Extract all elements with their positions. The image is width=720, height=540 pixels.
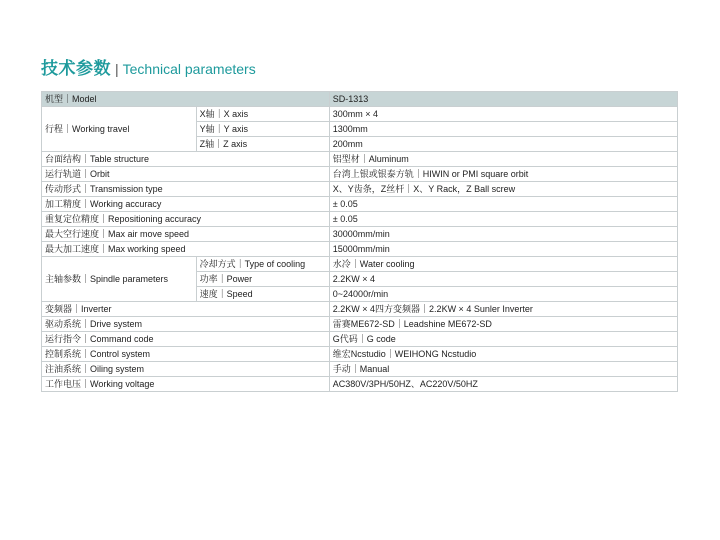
model-value: SD-1313: [329, 92, 677, 107]
param-value: 铝型材｜Aluminum: [329, 152, 677, 167]
table-row: [42, 317, 678, 332]
axis-label: Y轴｜Y axis: [196, 122, 329, 137]
axis-value: 300mm × 4: [329, 107, 677, 122]
param-value: 2.2KW × 4四方变频器｜2.2KW × 4 Sunler Inverter: [329, 302, 677, 317]
spindle-item-value: 2.2KW × 4: [329, 272, 677, 287]
param-value: AC380V/3PH/50HZ、AC220V/50HZ: [329, 377, 677, 392]
table-row: [42, 107, 678, 122]
table-row: [42, 182, 678, 197]
param-label: 重复定位精度｜Repositioning accuracy: [42, 212, 330, 227]
table-row: [42, 362, 678, 377]
spindle-item-value: 0~24000r/min: [329, 287, 677, 302]
table-row: [42, 332, 678, 347]
table-row: [42, 242, 678, 257]
title-separator: |: [115, 61, 119, 77]
param-label: 最大加工速度｜Max working speed: [42, 242, 330, 257]
param-value: ± 0.05: [329, 212, 677, 227]
param-label: 运行轨道｜Orbit: [42, 167, 330, 182]
spindle-item-name: 速度｜Speed: [196, 287, 329, 302]
param-label: 台面结构｜Table structure: [42, 152, 330, 167]
param-value: 手动｜Manual: [329, 362, 677, 377]
table-row: [42, 347, 678, 362]
param-label: 运行指令｜Command code: [42, 332, 330, 347]
table-row: [42, 377, 678, 392]
spindle-item-name: 功率｜Power: [196, 272, 329, 287]
table-header-row: [42, 92, 678, 107]
param-label: 传动形式｜Transmission type: [42, 182, 330, 197]
param-value: 15000mm/min: [329, 242, 677, 257]
param-label: 控制系统｜Control system: [42, 347, 330, 362]
param-value: G代码｜G code: [329, 332, 677, 347]
table-row: [42, 167, 678, 182]
param-label: 驱动系统｜Drive system: [42, 317, 330, 332]
table-row: [42, 152, 678, 167]
travel-label: 行程｜Working travel: [42, 107, 197, 152]
param-label: 最大空行速度｜Max air move speed: [42, 227, 330, 242]
spindle-item-name: 冷却方式｜Type of cooling: [196, 257, 329, 272]
param-value: X、Y齿条，Z丝杆｜X、Y Rack，Z Ball screw: [329, 182, 677, 197]
page-title: [41, 58, 256, 80]
title-chinese: 技术参数: [41, 59, 111, 78]
table-row: [42, 257, 678, 272]
table-row: [42, 302, 678, 317]
spec-table: [41, 91, 678, 392]
table-row: [42, 212, 678, 227]
param-label: 变频器｜Inverter: [42, 302, 330, 317]
spindle-item-value: 水冷｜Water cooling: [329, 257, 677, 272]
axis-label: X轴｜X axis: [196, 107, 329, 122]
param-label: 加工精度｜Working accuracy: [42, 197, 330, 212]
table-row: [42, 197, 678, 212]
param-value: ± 0.05: [329, 197, 677, 212]
title-english: Technical parameters: [122, 61, 256, 77]
param-label: 工作电压｜Working voltage: [42, 377, 330, 392]
param-label: 注油系统｜Oiling system: [42, 362, 330, 377]
table-row: [42, 227, 678, 242]
spindle-label: 主轴参数｜Spindle parameters: [42, 257, 197, 302]
axis-value: 200mm: [329, 137, 677, 152]
axis-label: Z轴｜Z axis: [196, 137, 329, 152]
model-label: 机型｜Model: [42, 92, 330, 107]
axis-value: 1300mm: [329, 122, 677, 137]
param-value: 雷赛ME672-SD｜Leadshine ME672-SD: [329, 317, 677, 332]
param-value: 30000mm/min: [329, 227, 677, 242]
param-value: 维宏Ncstudio｜WEIHONG Ncstudio: [329, 347, 677, 362]
param-value: 台湾上银或银泰方轨｜HIWIN or PMI square orbit: [329, 167, 677, 182]
